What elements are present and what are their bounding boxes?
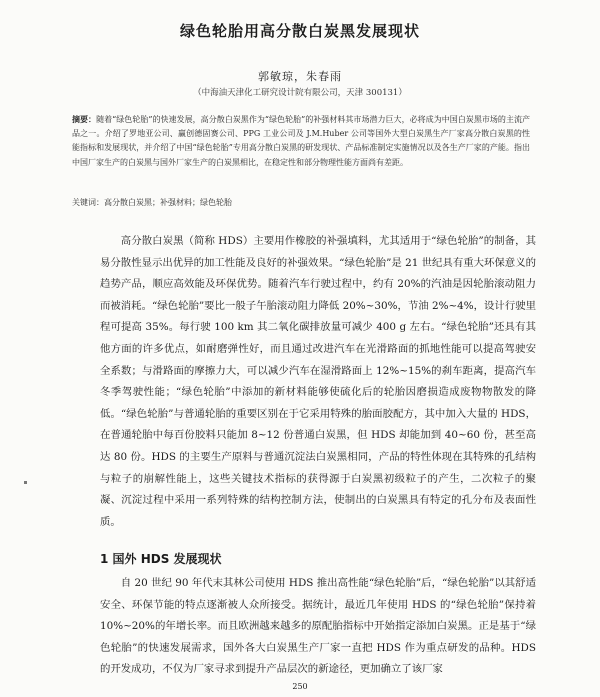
keywords-label: 关键词： bbox=[72, 198, 104, 207]
section1-body bbox=[100, 573, 536, 681]
margin-mark bbox=[24, 481, 27, 484]
section1-paragraph: 自 20 世纪 90 年代末其林公司使用 HDS 推出高性能“绿色轮胎”后，“绿色轮胎”以其舒适安全、环保节能的特点逐渐被人众所接受。据统计，最近几年使用 HDS 的“绿色轮胎”保持着 10%~20%的年增长率。而且欧洲越来越多的原配胎指标中开始指定添加白炭黑。正是基于“绿色轮胎”的快速发展需求，国外各大白炭黑生产厂家一直把 HDS 作为重点研发的品种。HDS 的开发成功，不仅为厂家寻求到提升产品层次的新途径，更加确立了该厂家 bbox=[100, 577, 536, 676]
intro-paragraph: 高分散白炭黑（简称 HDS）主要用作橡胶的补强填料，尤其适用于“绿色轮胎”的制备，其易分散性显示出优异的加工性能及良好的补强效果。“绿色轮胎”是 21 世纪具有重大环保意义的趋势产品，顺应高效能及环保优势。随着汽车行驶过程中，约有 20%的汽油是因轮胎滚动阻力而被消耗。“绿色轮胎”要比一般子午胎滚动阻力降低 20%~30%，节油 2%~4%，设计行驶里程可提高 35%。每行驶 100 km 其二氧化碳排放量可减少 400 g 左右。“绿色轮胎”还具有其他方面的许多优点，如耐磨弹性好，而且通过改进汽车在光滑路面的抓地性能可以提高驾驶安全系数；与滑路面的摩擦力大，可以减少汽车在湿滑路面上 12%~15%的刹车距离，提高汽车冬季驾驶性能；“绿色轮胎”中添加的新材料能够使硫化后的轮胎因磨损造成废物物散发的降低。“绿色轮胎”与普通轮胎的重要区别在于它采用特殊的胎面胶配方，其中加入大量的 HDS，在普通轮胎中每百份胶料只能加 8~12 份普通白炭黑，但 HDS 却能加到 40~60 份，甚至高达 80 份。HDS 的主要生产原料与普通沉淀法白炭黑相同，产品的特性体现在其特殊的孔结构与粒子的崩解性能上，这些关键技术指标的获得源于白炭黑初级粒子的产生，二次粒子的聚凝、沉淀过程中采用一系列特殊的结构控制方法，使制出的白炭黑具有特定的孔分布及表面性质。 bbox=[100, 235, 536, 528]
keywords-text: 高分散白炭黑；补强材料；绿色轮胎 bbox=[104, 198, 232, 207]
abstract-block bbox=[72, 112, 530, 170]
paper-authors: 郭敏琼，朱春雨 bbox=[258, 70, 342, 83]
intro-section bbox=[100, 231, 536, 533]
page-number: 250 bbox=[292, 682, 308, 691]
author-affiliation: （中海油天津化工研究设计院有限公司，天津 300131） bbox=[193, 88, 407, 98]
section-heading: 1 国外 HDS 发展现状 bbox=[100, 552, 222, 566]
paper-title: 绿色轮胎用高分散白炭黑发展现状 bbox=[179, 22, 420, 40]
abstract-text: 随着“绿色轮胎”的快速发展，高分散白炭黑作为“绿色轮胎”的补强材料其市场潜力巨大，必将成为中国白炭黑市场的主流产品之一。介绍了罗地亚公司、赢创德固赛公司、PPG 工业公司及 J.M.Huber 公司等国外大型白炭黑生产厂家高分散白炭黑的性能指标和发展现状，并介绍了中国“绿色轮胎”专用高分散白炭黑的研发现状、产品标准制定实施情况以及各生产厂家的产能。指出中国厂家生产的白炭黑与国外厂家生产的白炭黑相比，在稳定性和部分物理性能方面尚有差距。 bbox=[72, 115, 531, 167]
abstract-label: 摘要： bbox=[72, 114, 97, 124]
keywords-block bbox=[72, 197, 530, 209]
